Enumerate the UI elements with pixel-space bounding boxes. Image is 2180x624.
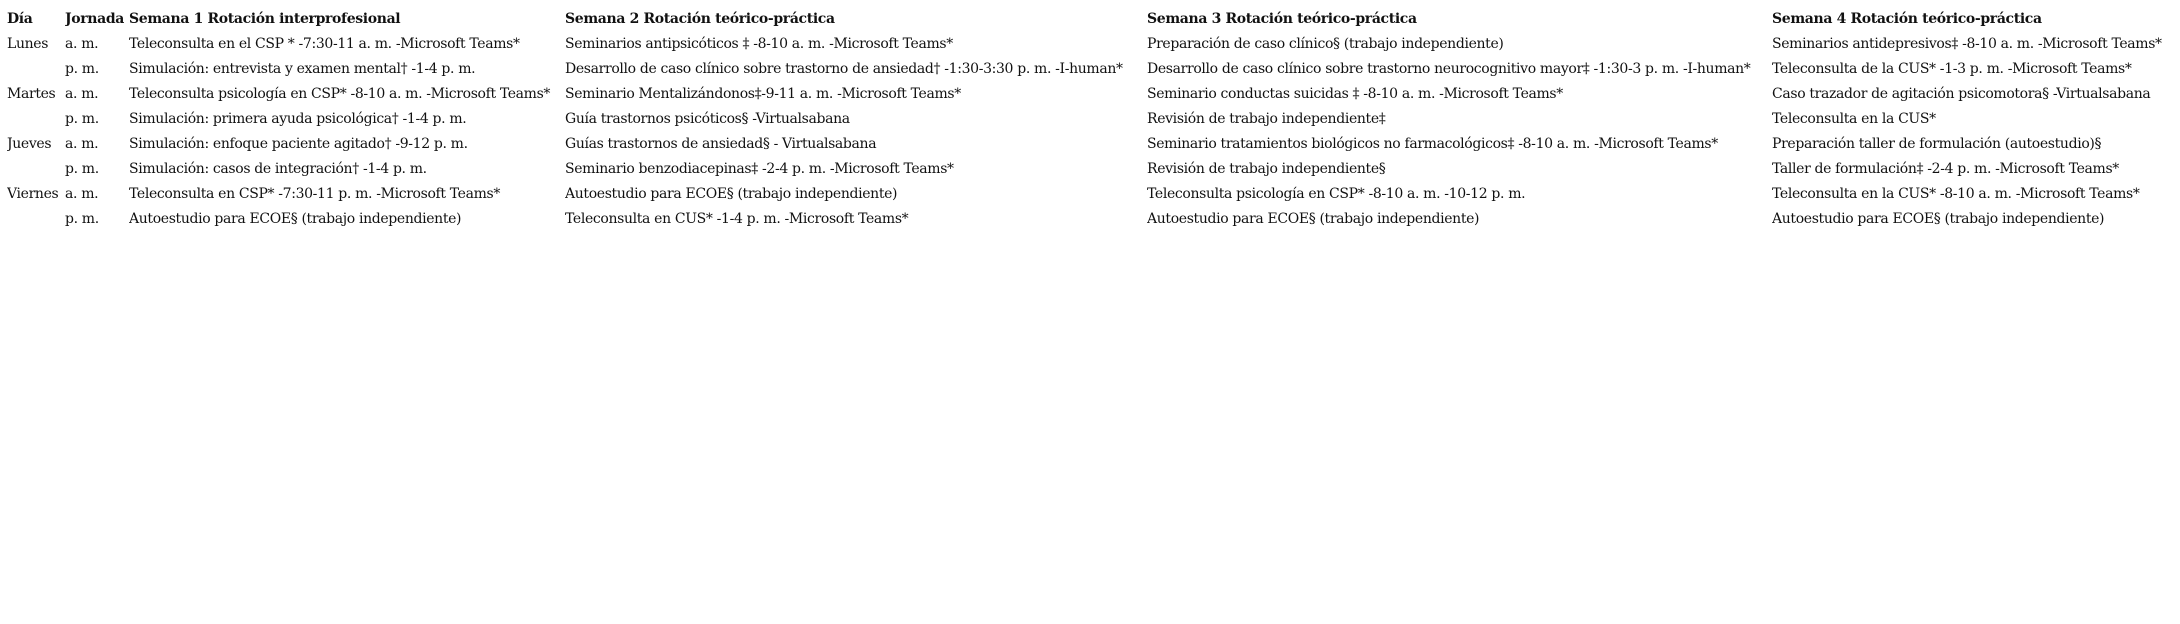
cell-day <box>7 107 65 132</box>
cell-week-1: Teleconsulta psicología en CSP* -8-10 a. m. -Microsoft Teams* <box>129 86 551 102</box>
cell-day <box>7 207 65 232</box>
cell-jornada: a. m. <box>65 86 99 102</box>
cell-week-2: Guías trastornos de ansiedad§ - Virtualsabana <box>565 136 877 152</box>
table-row <box>7 182 2172 207</box>
cell-day: Viernes <box>7 186 59 202</box>
header-row <box>7 7 2172 32</box>
cell-week-4: Taller de formulación‡ -2-4 p. m. -Microsoft Teams* <box>1772 161 2119 177</box>
rotation-schedule-table <box>7 7 2172 232</box>
cell-week-1: Autoestudio para ECOE§ (trabajo independiente) <box>129 211 462 227</box>
cell-week-2: Seminarios antipsicóticos ‡ -8-10 a. m. -Microsoft Teams* <box>565 36 953 52</box>
cell-week-2: Seminario Mentalizándonos‡-9-11 a. m. -Microsoft Teams* <box>565 86 961 102</box>
table-row <box>7 157 2172 182</box>
cell-week-3: Desarrollo de caso clínico sobre trastorno neurocognitivo mayor‡ -1:30-3 p. m. -I-human* <box>1147 61 1751 77</box>
table-row <box>7 57 2172 82</box>
cell-jornada: p. m. <box>65 161 99 177</box>
cell-jornada: p. m. <box>65 211 99 227</box>
table-row <box>7 107 2172 132</box>
cell-week-4: Autoestudio para ECOE§ (trabajo independiente) <box>1772 211 2105 227</box>
cell-jornada: p. m. <box>65 111 99 127</box>
cell-week-1: Teleconsulta en CSP* -7:30-11 p. m. -Microsoft Teams* <box>129 186 500 202</box>
cell-week-2: Desarrollo de caso clínico sobre trastorno de ansiedad† -1:30-3:30 p. m. -I-human* <box>565 61 1123 77</box>
cell-week-3: Preparación de caso clínico§ (trabajo independiente) <box>1147 36 1504 52</box>
cell-week-3: Seminario conductas suicidas ‡ -8-10 a. m. -Microsoft Teams* <box>1147 86 1563 102</box>
cell-week-4: Teleconsulta en la CUS* <box>1772 111 1936 127</box>
cell-week-3: Autoestudio para ECOE§ (trabajo independiente) <box>1147 211 1480 227</box>
cell-day: Jueves <box>7 136 52 152</box>
cell-week-1: Simulación: primera ayuda psicológica† -1-4 p. m. <box>129 111 467 127</box>
cell-week-2: Guía trastornos psicóticos§ -Virtualsabana <box>565 111 850 127</box>
cell-week-1: Teleconsulta en el CSP * -7:30-11 a. m. -Microsoft Teams* <box>129 36 520 52</box>
header-week-4: Semana 4 Rotación teórico-práctica <box>1772 11 2042 27</box>
cell-week-3: Revisión de trabajo independiente‡ <box>1147 111 1386 127</box>
cell-week-1: Simulación: enfoque paciente agitado† -9-12 p. m. <box>129 136 468 152</box>
cell-week-2: Seminario benzodiacepinas‡ -2-4 p. m. -Microsoft Teams* <box>565 161 954 177</box>
cell-week-4: Teleconsulta de la CUS* -1-3 p. m. -Microsoft Teams* <box>1772 61 2132 77</box>
table-row <box>7 132 2172 157</box>
cell-week-2: Teleconsulta en CUS* -1-4 p. m. -Microsoft Teams* <box>565 211 909 227</box>
cell-week-4: Seminarios antidepresivos‡ -8-10 a. m. -Microsoft Teams* <box>1772 36 2162 52</box>
header-day: Día <box>7 11 33 27</box>
cell-week-3: Revisión de trabajo independiente§ <box>1147 161 1386 177</box>
header-week-1: Semana 1 Rotación interprofesional <box>129 11 401 27</box>
cell-week-1: Simulación: entrevista y examen mental† -1-4 p. m. <box>129 61 476 77</box>
header-week-2: Semana 2 Rotación teórico-práctica <box>565 11 835 27</box>
cell-jornada: a. m. <box>65 36 99 52</box>
table-row <box>7 207 2172 232</box>
table-row <box>7 32 2172 57</box>
cell-week-4: Caso trazador de agitación psicomotora§ -Virtualsabana <box>1772 86 2151 102</box>
cell-week-3: Teleconsulta psicología en CSP* -8-10 a. m. -10-12 p. m. <box>1147 186 1526 202</box>
cell-week-2: Autoestudio para ECOE§ (trabajo independiente) <box>565 186 898 202</box>
cell-jornada: p. m. <box>65 61 99 77</box>
table-header <box>7 7 2172 32</box>
header-jornada: Jornada <box>65 11 124 27</box>
cell-day: Lunes <box>7 36 49 52</box>
cell-jornada: a. m. <box>65 186 99 202</box>
cell-day <box>7 157 65 182</box>
cell-day: Martes <box>7 86 56 102</box>
cell-week-1: Simulación: casos de integración† -1-4 p. m. <box>129 161 427 177</box>
header-week-3: Semana 3 Rotación teórico-práctica <box>1147 11 1417 27</box>
cell-week-4: Teleconsulta en la CUS* -8-10 a. m. -Microsoft Teams* <box>1772 186 2140 202</box>
cell-week-4: Preparación taller de formulación (autoestudio)§ <box>1772 136 2102 152</box>
cell-jornada: a. m. <box>65 136 99 152</box>
table-row <box>7 82 2172 107</box>
cell-week-3: Seminario tratamientos biológicos no farmacológicos‡ -8-10 a. m. -Microsoft Teams* <box>1147 136 1718 152</box>
cell-day <box>7 57 65 82</box>
table-body <box>7 32 2172 232</box>
